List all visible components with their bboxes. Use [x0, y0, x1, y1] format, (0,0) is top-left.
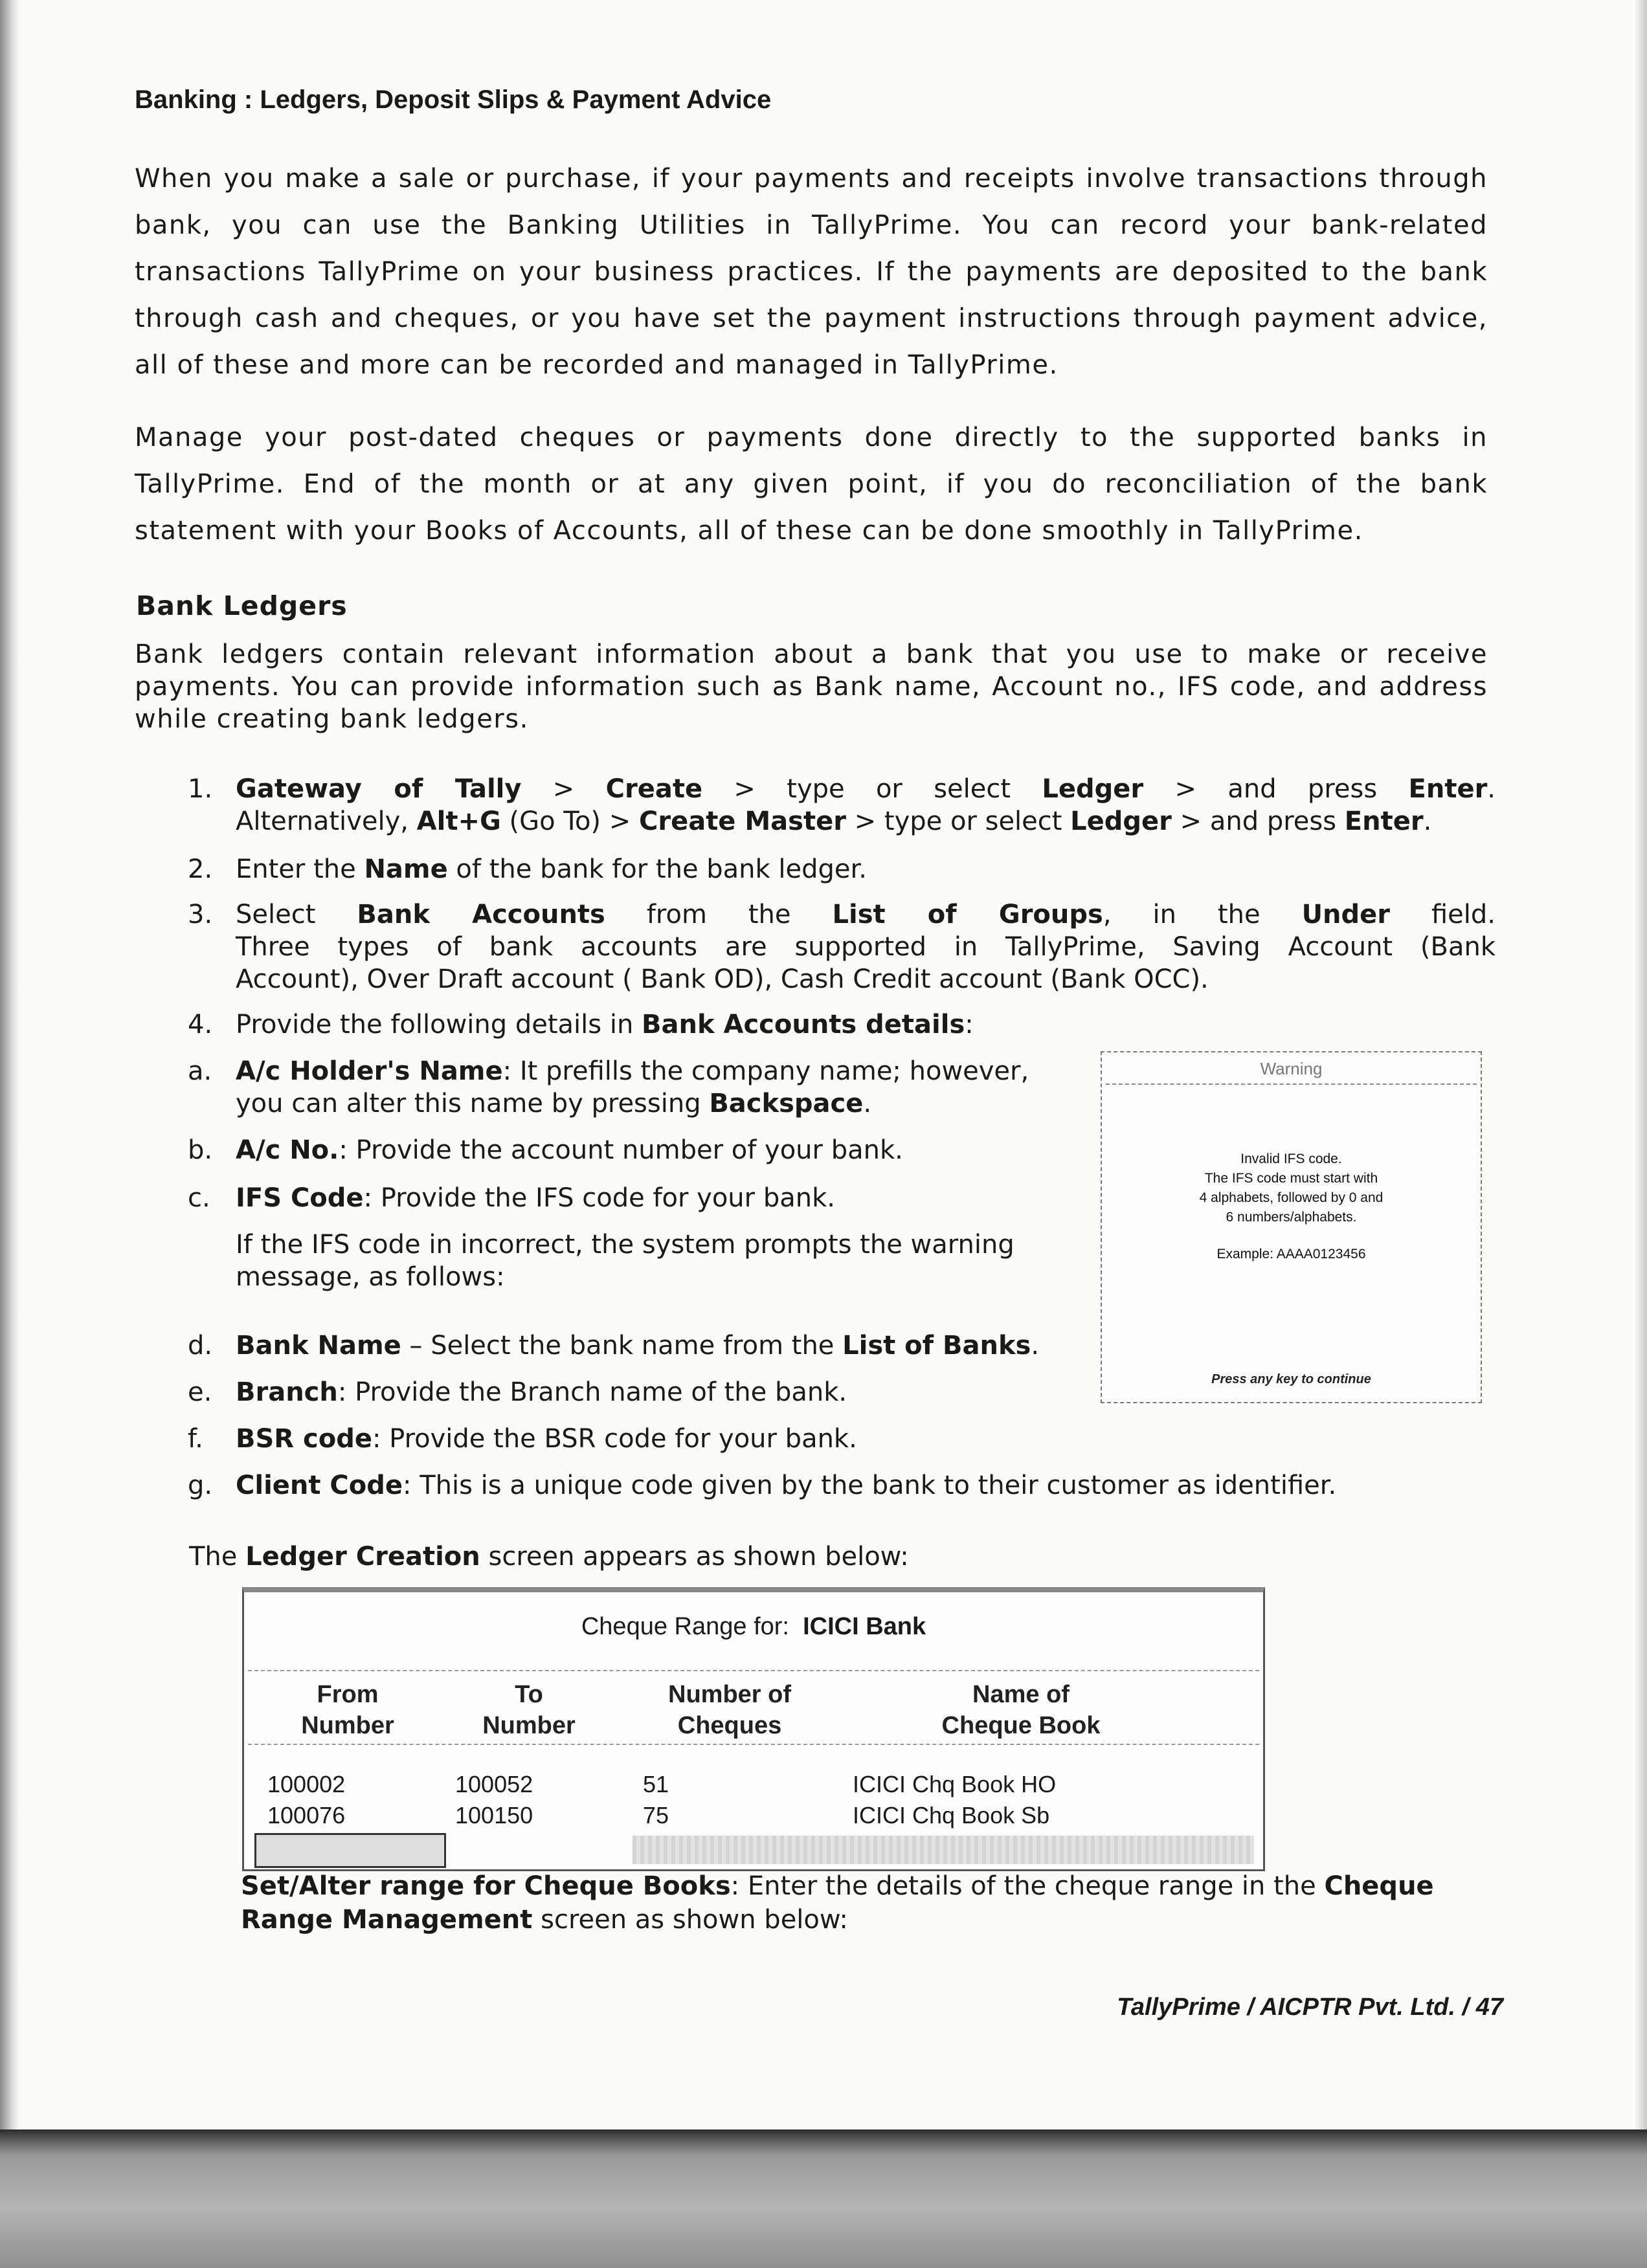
- cheque-range-title: [244, 1613, 1263, 1641]
- col-header-from: [283, 1679, 412, 1741]
- cell-number-of-cheques: 75: [643, 1802, 669, 1829]
- text: .: [1487, 774, 1496, 804]
- header-line: Number of: [668, 1681, 791, 1708]
- cell-from-number: 100076: [267, 1802, 346, 1829]
- text: > type or select: [846, 806, 1071, 836]
- warning-line: The IFS code must start with: [1204, 1171, 1378, 1186]
- text: The: [189, 1542, 246, 1572]
- bank-accounts-details: Bank Accounts details: [642, 1010, 965, 1040]
- detail-f: [188, 1423, 1094, 1455]
- text: > and press: [1143, 774, 1409, 804]
- text: – Select the bank name from the: [401, 1331, 843, 1361]
- cell-from-number: 100002: [267, 1771, 346, 1797]
- cell-number-of-cheques: 51: [643, 1771, 669, 1797]
- ifs-note-line-2: message, as follows:: [236, 1262, 505, 1292]
- detail-letter: g.: [188, 1471, 213, 1500]
- text: : It prefills the company name; however,: [502, 1056, 1029, 1086]
- header-line: To: [515, 1681, 543, 1708]
- cell-cheque-book-name: ICICI Chq Book Sb: [853, 1802, 1050, 1829]
- cheque-range-label: Cheque Range for:: [581, 1613, 789, 1640]
- text: Provide the following details in: [236, 1010, 642, 1040]
- text: (Go To) >: [500, 806, 639, 836]
- field-bank-name: Bank Name: [236, 1331, 401, 1361]
- header-line: Cheque Book: [941, 1712, 1101, 1739]
- list-of-banks: List of Banks: [842, 1331, 1031, 1361]
- warning-line: 6 numbers/alphabets.: [1226, 1210, 1357, 1225]
- step-1-line-2: [236, 805, 1496, 838]
- field-under: Under: [1301, 900, 1391, 929]
- detail-e: [188, 1376, 1094, 1408]
- text: , in the: [1103, 900, 1302, 929]
- step-number: 1.: [188, 774, 213, 804]
- page-footer: TallyPrime / AICPTR Pvt. Ltd. / 47: [1117, 1994, 1503, 2021]
- bank-ledgers-description: Bank ledgers contain relevant information about a bank that you use to make or receive payments. You can provide information such as Bank name, Account no., IFS code, and address while creating bank ledgers.: [135, 639, 1488, 734]
- menu-path-ledger: Ledger: [1070, 806, 1172, 836]
- header-line: Number: [482, 1712, 576, 1739]
- text: : Provide the Branch name of the bank.: [337, 1377, 847, 1407]
- text: screen as shown below:: [532, 1905, 848, 1935]
- sep: >: [521, 774, 606, 804]
- text: Select: [236, 900, 357, 929]
- ifs-note-line-1: If the IFS code in incorrect, the system prompts the warning: [236, 1230, 1014, 1260]
- warning-title: Warning: [1260, 1059, 1323, 1078]
- scan-bottom-band: [0, 2129, 1647, 2268]
- set-alter-range-label: Set/Alter range for Cheque Books: [241, 1871, 731, 1901]
- cell-to-number: 100150: [455, 1802, 533, 1829]
- cheque-label: Cheque: [1324, 1871, 1434, 1901]
- set-alter-paragraph: [241, 1869, 1445, 1937]
- detail-c: [188, 1182, 1094, 1298]
- input-row-highlight: [633, 1836, 1254, 1864]
- text: > type or select: [702, 774, 1042, 804]
- menu-path-gateway: Gateway of Tally: [236, 774, 522, 804]
- warning-continue-prompt[interactable]: Press any key to continue: [1211, 1372, 1371, 1386]
- cheque-range-screen: [242, 1587, 1265, 1871]
- warning-line: Invalid IFS code.: [1240, 1151, 1342, 1166]
- col-header-number-of-cheques: [652, 1679, 807, 1741]
- text: screen appears as shown below:: [480, 1542, 909, 1572]
- field-ac-no: A/c No.: [236, 1135, 339, 1165]
- detail-b-text: [236, 1134, 903, 1166]
- warning-example: Example: AAAA0123456: [1216, 1247, 1366, 1262]
- warning-line: 4 alphabets, followed by 0 and: [1199, 1190, 1384, 1205]
- key-alt-g: Alt+G: [416, 806, 501, 836]
- text: .: [863, 1089, 872, 1118]
- step-4-text: [236, 1008, 1496, 1041]
- detail-d: [188, 1329, 1094, 1362]
- warning-divider: [1106, 1084, 1477, 1085]
- detail-g-text: [236, 1469, 1466, 1502]
- step-2: [188, 853, 1496, 885]
- field-bsr-code: BSR code: [236, 1424, 372, 1454]
- text: you can alter this name by pressing: [236, 1089, 710, 1118]
- detail-letter: c.: [188, 1183, 210, 1213]
- field-client-code: Client Code: [236, 1471, 403, 1500]
- new-entry-input[interactable]: [254, 1833, 446, 1868]
- text: .: [1031, 1331, 1040, 1361]
- cheque-bank-name: ICICI Bank: [803, 1613, 926, 1640]
- text: : This is a unique code given by the bank to their customer as identifier.: [403, 1471, 1337, 1500]
- header-line: Number: [301, 1712, 394, 1739]
- field-ac-holder-name: A/c Holder's Name: [236, 1056, 503, 1086]
- text: : Provide the account number of your bank.: [339, 1135, 903, 1165]
- text: Enter the: [236, 854, 364, 884]
- text: Alternatively,: [236, 806, 417, 836]
- step-3: [188, 898, 1496, 995]
- ledger-creation-screen: Ledger Creation: [245, 1542, 480, 1572]
- text: from the: [605, 900, 833, 929]
- detail-a-line-1: [236, 1055, 1071, 1087]
- menu-path-create-master: Create Master: [638, 806, 846, 836]
- detail-a-line-2: [236, 1087, 871, 1120]
- step-1-line-1: [236, 773, 1496, 805]
- step-3-line-3: Account), Over Draft account ( Bank OD), Cash Credit account (Bank OCC).: [236, 964, 1209, 994]
- text: :: [965, 1010, 974, 1040]
- intro-paragraph-2: Manage your post-dated cheques or payments done directly to the supported banks in TallyPrime. End of the month or at any given point, if you do reconciliation of the bank statement with your Books of Accounts, all of these can be done smoothly in TallyPrime.: [135, 423, 1488, 546]
- step-number: 2.: [188, 854, 213, 884]
- menu-path-ledger: Ledger: [1042, 774, 1144, 804]
- detail-f-text: [236, 1423, 857, 1455]
- detail-b: [188, 1134, 1094, 1166]
- header-divider-bottom: [248, 1744, 1259, 1745]
- text: > and press: [1171, 806, 1345, 836]
- step-1: [188, 773, 1496, 838]
- step-2-text: [236, 853, 1496, 885]
- list-of-groups: List of Groups: [832, 900, 1103, 929]
- key-enter: Enter: [1408, 774, 1488, 804]
- step-4: [188, 1008, 1496, 1041]
- field-branch: Branch: [236, 1377, 338, 1407]
- range-management-label: Range Management: [241, 1905, 533, 1935]
- key-enter: Enter: [1344, 806, 1424, 836]
- detail-letter: a.: [188, 1056, 212, 1086]
- text: of the bank for the bank ledger.: [447, 854, 868, 884]
- header-line: From: [317, 1681, 379, 1708]
- page-title: Banking : Ledgers, Deposit Slips & Payment Advice: [135, 85, 772, 114]
- step-3-line-2: Three types of bank accounts are supported in TallyPrime, Saving Account (Bank: [236, 932, 1496, 962]
- detail-g: [188, 1469, 1483, 1502]
- detail-letter: e.: [188, 1377, 212, 1407]
- col-header-to: [464, 1679, 594, 1741]
- warning-message: [1102, 1150, 1481, 1227]
- detail-letter: b.: [188, 1135, 213, 1165]
- text: : Enter the details of the cheque range in the: [730, 1871, 1325, 1901]
- menu-path-create: Create: [605, 774, 703, 804]
- text: : Provide the IFS code for your bank.: [363, 1183, 835, 1213]
- step-number: 4.: [188, 1010, 213, 1040]
- text: : Provide the BSR code for your bank.: [372, 1424, 857, 1454]
- field-ifs-code: IFS Code: [236, 1183, 364, 1213]
- cell-to-number: 100052: [455, 1771, 533, 1797]
- header-line: Cheques: [677, 1712, 782, 1739]
- detail-letter: d.: [188, 1331, 213, 1361]
- intro-paragraph-1: When you make a sale or purchase, if your payments and receipts involve transactions through bank, you can use the Banking Utilities in TallyPrime. You can record your bank-related transactions TallyPrime on your business practices. If the payments are deposited to the bank through cash and cheques, or you have set the payment instructions through payment advice, all of these and more can be recorded and managed in TallyPrime.: [135, 164, 1488, 380]
- header-line: Name of: [972, 1681, 1070, 1708]
- text: .: [1423, 806, 1432, 836]
- section-heading-bank-ledgers: Bank Ledgers: [136, 590, 348, 621]
- detail-a: [188, 1055, 1094, 1120]
- group-bank-accounts: Bank Accounts: [357, 900, 605, 929]
- detail-c-text: [236, 1182, 835, 1214]
- ledger-creation-intro: [189, 1540, 909, 1573]
- detail-d-text: [236, 1329, 1039, 1362]
- step-number: 3.: [188, 900, 213, 929]
- col-header-name-of-cheque-book: [930, 1679, 1112, 1741]
- cell-cheque-book-name: ICICI Chq Book HO: [853, 1771, 1057, 1797]
- detail-e-text: [236, 1376, 847, 1408]
- step-3-line-1: [236, 898, 1496, 931]
- warning-dialog: [1101, 1051, 1482, 1403]
- key-backspace: Backspace: [709, 1089, 864, 1118]
- field-name: Name: [364, 854, 448, 884]
- header-divider-top: [248, 1670, 1259, 1671]
- text: field.: [1390, 900, 1496, 929]
- detail-letter: f.: [188, 1424, 203, 1454]
